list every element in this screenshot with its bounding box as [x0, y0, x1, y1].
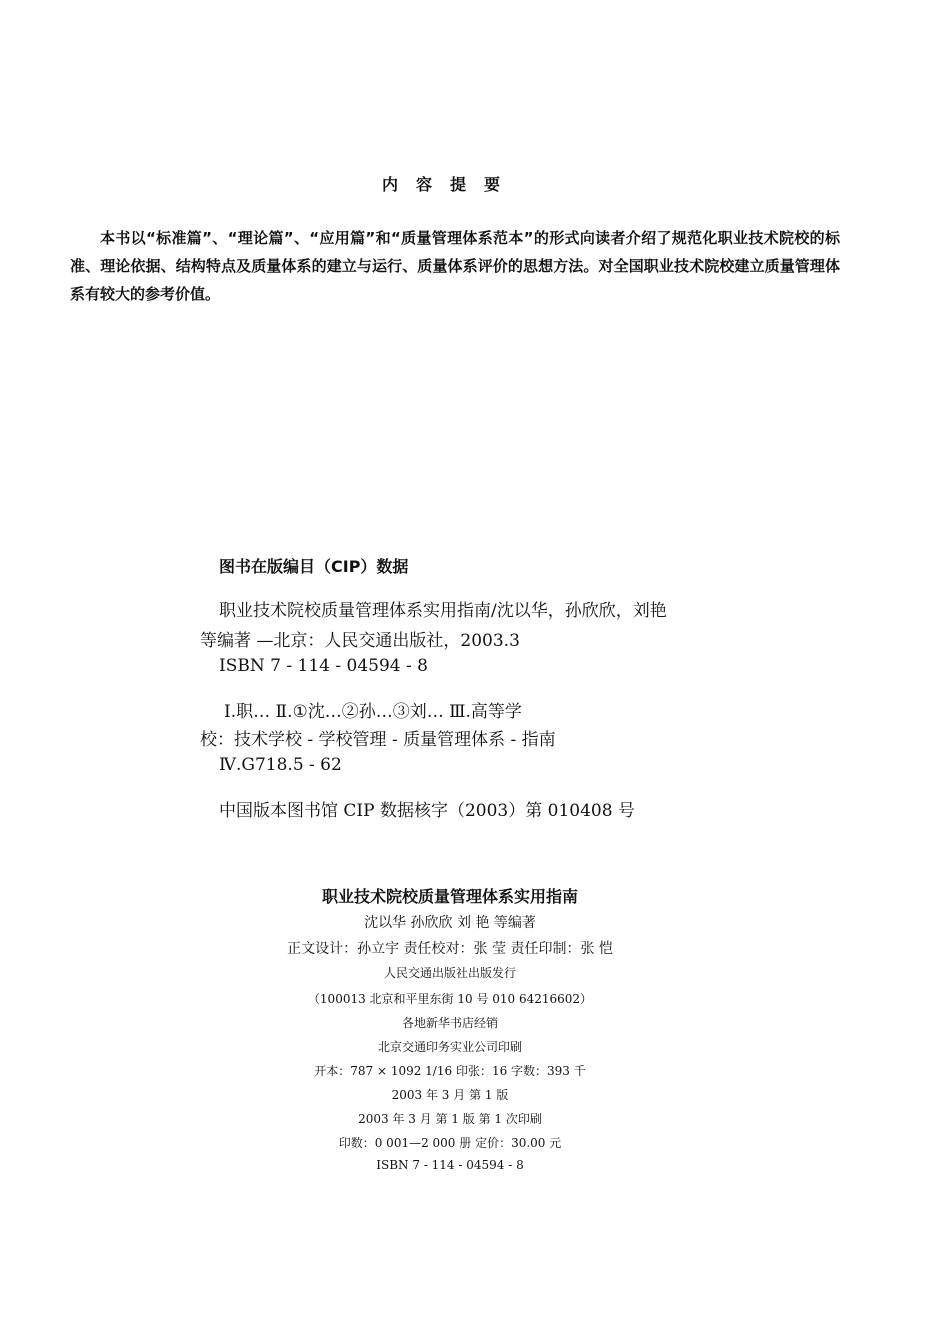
cip-record-number: 中国版本图书馆 CIP 数据核字（2003）第 010408 号 — [219, 801, 635, 821]
summary-body: 本书以“标准篇”、“理论篇”、“应用篇”和“质量管理体系范本”的形式向读者介绍了规范化职业技术院校的标准、理论依据、结构特点及质量体系的建立与运行、质量体系评价的思想方法。对全国职业技术院校建立质量管理体系有较大的参考价值。 — [70, 229, 840, 303]
cip-classification-line-3: Ⅳ.G718.5 - 62 — [219, 755, 342, 775]
imprint-editors: 正文设计：孙立宇 责任校对：张 莹 责任印制：张 恺 — [287, 941, 613, 957]
imprint-authors: 沈以华 孙欣欣 刘 艳 等编著 — [364, 915, 536, 931]
cip-classification-line-1: Ⅰ.职… Ⅱ.①沈…②孙…③刘… Ⅲ.高等学 — [224, 702, 522, 722]
imprint-address: （100013 北京和平里东街 10 号 010 64216602） — [307, 992, 593, 1006]
imprint-edition: 2003 年 3 月 第 1 版 — [391, 1088, 509, 1102]
imprint-distributor: 各地新华书店经销 — [401, 1016, 498, 1030]
imprint-format: 开本：787 × 1092 1/16 印张：16 字数：393 千 — [314, 1064, 586, 1078]
cip-title-line: 职业技术院校质量管理体系实用指南/沈以华，孙欣欣，刘艳 — [219, 601, 667, 621]
cip-publisher-line: 等编著 —北京：人民交通出版社，2003.3 — [200, 631, 520, 651]
imprint-title: 职业技术院校质量管理体系实用指南 — [321, 887, 578, 906]
imprint-printing: 2003 年 3 月 第 1 版 第 1 次印刷 — [358, 1112, 542, 1126]
imprint-publisher: 人民交通出版社出版发行 — [383, 966, 516, 980]
summary-title: 内容提要 — [381, 175, 518, 194]
imprint-isbn: ISBN 7 - 114 - 04594 - 8 — [376, 1158, 524, 1172]
cip-heading: 图书在版编目（CIP）数据 — [219, 557, 409, 576]
imprint-print-run-price: 印数：0 001—2 000 册 定价：30.00 元 — [338, 1136, 562, 1150]
cip-isbn: ISBN 7 - 114 - 04594 - 8 — [219, 656, 428, 676]
imprint-printer: 北京交通印务实业公司印刷 — [377, 1040, 522, 1054]
cip-classification-line-2: 校：技术学校 - 学校管理 - 质量管理体系 - 指南 — [200, 730, 556, 750]
